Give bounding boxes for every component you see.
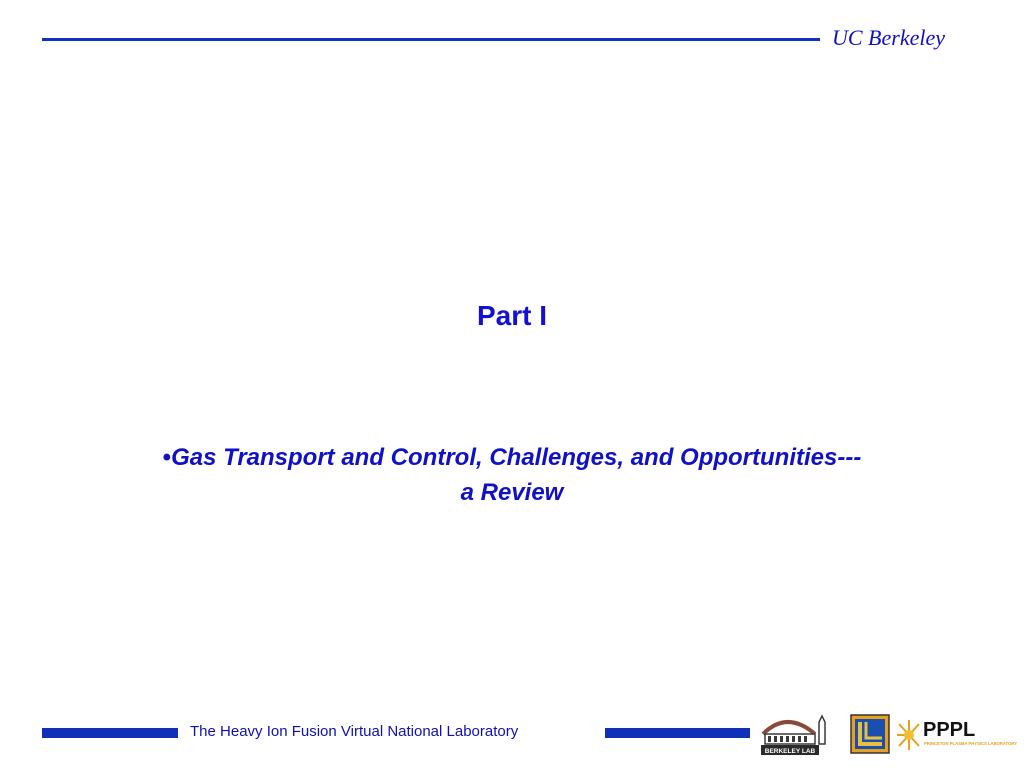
footer-bar-right: [605, 728, 750, 738]
bullet-marker: •: [162, 444, 172, 471]
pppl-fullname: PRINCETON PLASMA PHYSICS LABORATORY: [924, 741, 1017, 746]
berkeley-lab-wordmark: BERKELEY LAB: [764, 748, 816, 755]
llnl-logo: [850, 714, 890, 754]
bullet-text: Gas Transport and Control, Challenges, and Opportunities---a Review: [171, 444, 862, 506]
institution-label: UC Berkeley: [832, 25, 945, 50]
header-rule: [42, 38, 820, 41]
berkeley-lab-logo: [757, 708, 831, 756]
footer-bar-left: [42, 728, 178, 738]
bullet-item: [162, 440, 862, 510]
footer-text: The Heavy Ion Fusion Virtual National Laboratory: [190, 723, 519, 740]
pppl-wordmark: PPPL: [923, 719, 976, 741]
pppl-logo: [895, 712, 1017, 758]
slide-title: Part I: [476, 300, 548, 331]
